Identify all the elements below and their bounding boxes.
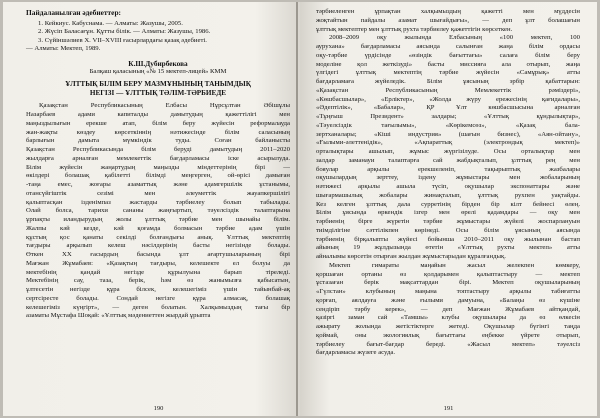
body-text-line: тәрбиелеу бағыт-бағдар береді. «Жасыл мектеп» тәуелсіз — [316, 340, 580, 348]
right-body-text — [316, 8, 580, 358]
body-text-line: нәтижесі арқылы ашыла түсіп, оқушылар экспонаттары және — [316, 183, 580, 190]
body-text-line: Мектебінің сау, таза, берік, һәм өз жанымызға қабысатын, — [26, 277, 290, 285]
reference-item: 3. Сүйіншәлиев Х. VII–XVIII ғасырлардағы қазақ әдебиеті. — [38, 36, 207, 44]
references-heading: Пайдаланылған әдебиеттер: — [26, 8, 122, 17]
body-text-line: отансүйгіштік сезімі мен әлеуметтік жауапкершілігі — [26, 189, 290, 197]
body-text-line: маңыздылығын ерекше атап, білім беру жүйесін реформалауда — [26, 119, 290, 127]
references-list — [26, 20, 290, 54]
body-text-line: бағдарламасы жүзеге асуда. — [316, 349, 396, 357]
book-gutter — [296, 2, 298, 416]
body-text-line: тәрбиенің бірқалыпты жүйесі бойынша 2010–2011 оқу жылынан бастап — [316, 235, 580, 243]
reference-item: — Алматы: Мектеп, 1989. — [26, 45, 101, 53]
body-text-line: қоршаған ортаны өз қолдарымен қалыптастыру — мектеп — [316, 270, 580, 278]
body-text-line: «Қазақстан Республикасының Мемлекеттік рәміздері», — [316, 86, 580, 94]
body-text-line: 2008–2009 оқу жылында Елбасының «100 мектеп, 100 — [329, 34, 580, 42]
body-text-line: бағдарламаға жүйеледік. Білім ұясының эрбір қабаттарын: — [316, 78, 580, 85]
body-text-line: -таңа емес, жоғары азаматтық және адамгершілік ұстанымы, — [26, 181, 290, 189]
body-text-line: қоймай, оны экологиялық бағыттағы еңбекке үйрете отырып, — [316, 331, 580, 339]
body-text-line: өкілдері болашақ қабілетті білімді меңгерген, ой-өрісі дамыған — [26, 172, 290, 180]
body-text-line: Қазақстан Республикасында білім беруді дамытудың 2011–2020 — [26, 146, 290, 154]
article-author: К.Ш.Дубирбекова — [128, 58, 188, 68]
body-text-line: Олай болса, тарихи сананы жаңғыртып, тәуелсіздік талаптарына — [26, 207, 290, 215]
right-page — [300, 2, 597, 416]
body-text-line: Жалпы кәй кезде, кәй қоғамда болмасын тәрбие адам үшін — [26, 224, 290, 232]
body-text-line: «Әдептілік», «Бабалар», ҚР Ұлт көшбасшысына арналған — [316, 104, 580, 112]
body-text-line: тағдыры арқылып келеш нәсілдерінің басты негізінде болады. — [26, 242, 290, 250]
article-title-line: ҰЛТТЫҚ БІЛІМ БЕРУ МАЗМҰНЫНЫҢ ТАНЫМДЫҚ — [65, 80, 251, 89]
body-text-line: жоқтайтын пайдалы азамат шығайдығы», — деп ұлт болашағын — [316, 16, 580, 24]
body-text-line: құстың қос қанаты секілді болғандығы анық. Ұлттық мектептің — [26, 233, 290, 241]
reference-item: 2. Жүсіп Баласағұн. Құтты білік. — Алматы: Жазушы, 1986. — [38, 28, 211, 36]
body-text-line: тәрбиенің бірге жүретін тәрбие жұмыстары жүйелі жоспарлануын — [316, 218, 580, 225]
article-title-line: НЕГІЗІ — ҰЛТТЫҚ ТӘЛІМ-ТӘРБИЕДЕ — [89, 89, 227, 98]
article-title — [26, 80, 290, 98]
page-number-right: 191 — [443, 405, 454, 412]
body-text-line: ұрпақты иландырудың жолы ұлттық тәрбие мен шынайы білім. — [26, 216, 290, 224]
body-text-line: жан-жақты көздеу көрсеткіннің нәтижесінде білім саласының — [26, 128, 290, 136]
body-text-line: «Гүлстан» клубының маңына топтастыру арқылы табиғатты — [316, 288, 580, 295]
body-text-line: залдар заманауи талаптарға сай жабдықталып, ұлттық рең мен — [316, 156, 580, 164]
reference-item: 1. Кейкиус. Кабуснама. — Алматы: Жазушы, 2005. — [38, 19, 183, 27]
left-body-text — [26, 102, 290, 321]
body-text-line: сертсіресте болады. Сондай негізге құра алмасақ, болашақ — [26, 294, 290, 302]
body-text-line: жылдарға арналған мемлекеттік бағдарламасы іске асырылуда. — [26, 154, 290, 162]
body-text-line: сендіріп тәрбу керек», — деп Мағжан Жұмабаев айтқандай, — [316, 305, 580, 313]
body-text-line: орталықтары ашылып, жұмыс жүргізілуде. Осы орталықтар мен — [316, 148, 580, 155]
body-text-line: қалыптасқан ізденімпаз жастарды тәрбиелеу болып табылады. — [26, 198, 290, 206]
body-text-line: оқу-тәрбие үрдісінде «өзіндік бағыттағы» салаға білім беру — [316, 51, 580, 59]
body-text-line: Өткен ХХ ғасырдың басында ұлт ағартушыларының бірі — [26, 251, 290, 259]
body-text-line: азаматы Мұстафа Шоқай: «Ұлттық мәдениеттен жырдай ұрыпта — [26, 312, 211, 320]
body-text-line: Мектеп гимараты маңайын жасыл желекпен көмкеру, — [329, 261, 580, 269]
body-text-line: «Көшбасшылар», «Ерліктер», «Жолда жүру ережесінің қағидалары», — [316, 95, 580, 103]
body-text-line: қазіргі заман сай «Тамшы» клубы оқушылары да өз өлкесін — [316, 314, 580, 322]
body-text-line: Назарбаев адами капиталды дамытудың қажеттілігі мен — [26, 111, 290, 119]
body-text-line: бояулар арқылы ерекшеленіп, тақырыптық жазбалары — [316, 165, 580, 173]
body-text-line: моделіне қол жеткізуді» басты миссияға ала отырып, жаңа — [316, 60, 580, 68]
body-text-line: үлгідегі ұлттық мектептің тәрбие жүйесін «Самұрық» атты — [316, 69, 580, 77]
body-text-line: мектебінің қандай негізде құрылуына барып тіреледі. — [26, 268, 290, 276]
body-text-line: зертханалары; «Кіші индустрия» (шағын бизнес), «Аян-ойтану», — [316, 130, 580, 138]
body-text-line: айының 19 жұлдызында өтетін «Ұлттық рухты мектеп» атты — [316, 244, 580, 252]
body-text-line: ұстазаған берік мақсаттардан бірі. Мектеп оқушыларының — [316, 279, 580, 287]
body-text-line: «Тұңғыш Президент» залдары; «Ұлттық құндылықтар», — [316, 113, 580, 120]
body-text-line: оқушылардың зерттеу, іздену жұмыстары мен жобаларының — [316, 174, 580, 182]
body-text-line: ажырату жолында жетістіктерге жетеді. Оқушылар бүгінгі таңда — [316, 323, 580, 330]
body-text-line: Кез келген ұлттық дала сурретінің бірден бір кілт бейнесі өлең. — [316, 200, 580, 208]
body-text-line: барлығын дамыта мүмкіндік туды. Соған байланысты — [26, 137, 290, 145]
page-number-left: 190 — [153, 405, 164, 412]
body-text-line: тәрбиеленген ұрпақтан халқымыздың қажетті мен мүддесін — [316, 8, 580, 15]
author-affiliation: Балқаш қаласының «№ 15 мектеп-лицей» КММ — [89, 67, 227, 75]
body-text-line: «Ғылыми-әлеттенідік», «Ақпараттық (электрондық мектеп)» — [316, 139, 580, 147]
body-text-line: қорғап, аялдауға және ғылыми дамуына, «Балаңы өз күшіне — [316, 296, 580, 304]
body-text-line: тиімділігіне сәттілікпен көрінеді. Осы білім ұясының аясында — [316, 226, 580, 234]
body-text-line: Білім жүйесін жаңартудың маңызды міндеттерінің бірі — — [26, 163, 290, 171]
book-spread — [3, 2, 597, 416]
body-text-line: шығармашылық жобалары жинақталып, ұлттық рухпен уақтайды. — [316, 191, 580, 199]
body-text-line: Мағжан Жұмабаев: «Қазақтың тағдыры, келешекте ел болуы да — [26, 259, 290, 267]
body-text-line: Қазақстан Республикасының Елбасы Нұрсұлтан Әбішұлы — [39, 102, 290, 110]
body-text-line: ұлтесетін негізде құра білсек, келешегіміз үшін тайынбай-ақ — [26, 286, 290, 294]
body-text-line: ұлттық мектептер мен ұлттық рухта тәрбиелеу қажеттігін көрсеткен. — [316, 25, 513, 33]
left-page — [3, 2, 300, 416]
body-text-line: «Тәуелсіздік тағылымы», «Көрікемсөз», «Қазақ бала- — [316, 121, 580, 129]
body-text-line: келешегіміз күңгірт», — деген болатын. Халқымыздың тағы бір — [26, 303, 290, 311]
body-text-line: айналымы көрсетін отырған жылдан жұмыстарыдан құралғандық. — [316, 253, 506, 260]
body-text-line: ауруханa» бағдарламасы аясында салынған жаңа білім ордасы — [316, 43, 580, 50]
body-text-line: Білім ұясында өркендік ізгер мен өрелі қадамдары — оқу мен — [316, 209, 580, 217]
